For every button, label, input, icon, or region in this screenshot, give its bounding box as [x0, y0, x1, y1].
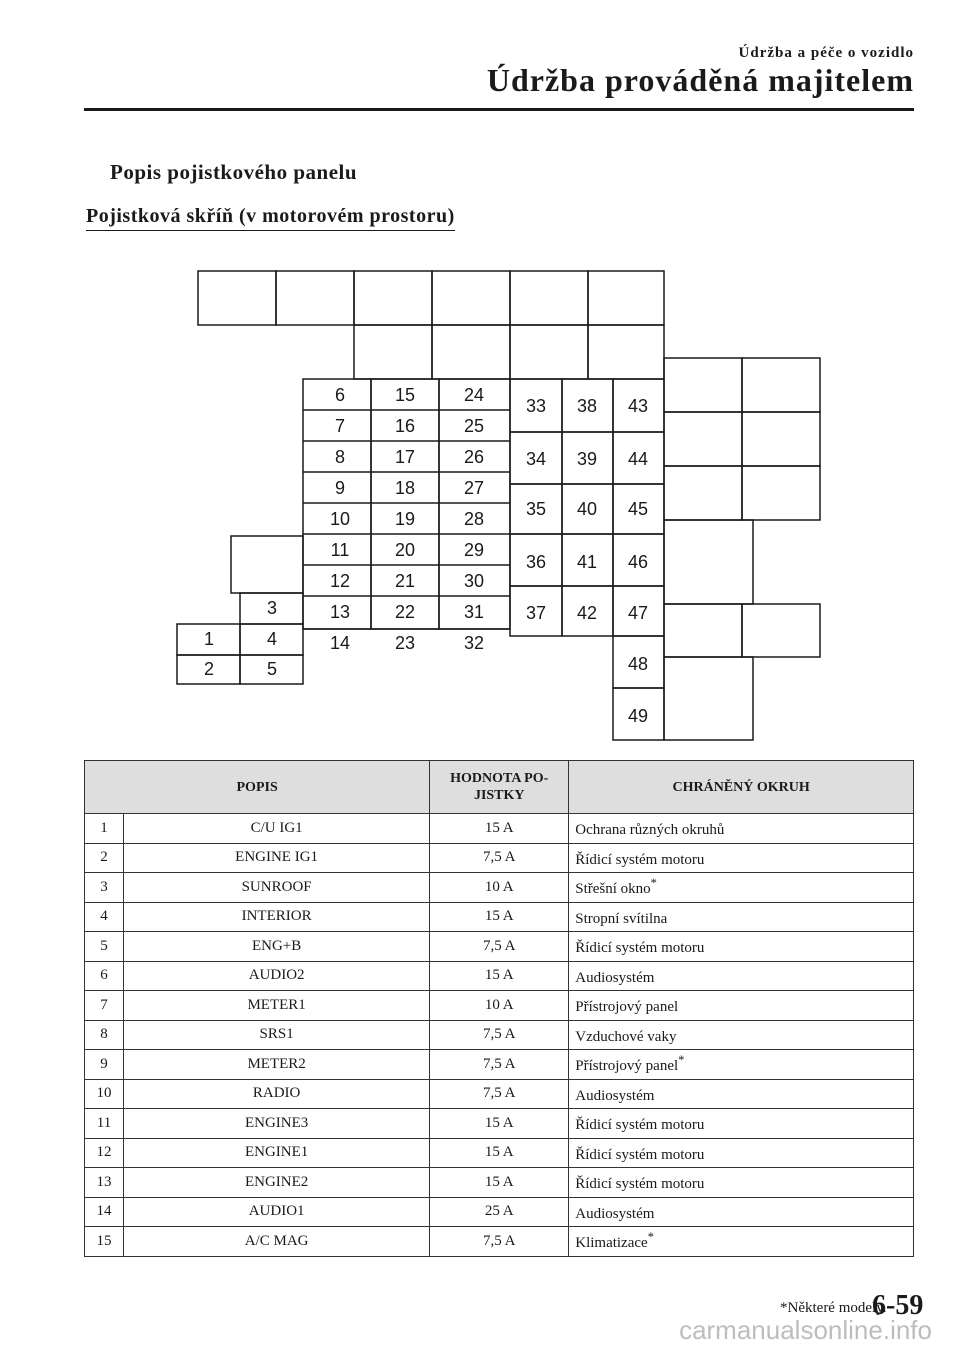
fuse-value: 7,5 A — [430, 1050, 569, 1080]
footnote-marker: * — [647, 1230, 654, 1245]
table-row — [85, 1020, 914, 1050]
table-row — [85, 873, 914, 903]
circuit-text: Řídicí systém motoru — [575, 1176, 705, 1193]
fuse-slot-label: 36 — [525, 552, 547, 572]
fuse-slot-label: 46 — [627, 552, 649, 572]
fuse-slot-label: 18 — [394, 478, 416, 498]
circuit-text: Stropní svítilna — [575, 910, 668, 927]
page-number: 6-59 — [872, 1290, 924, 1321]
protected-circuit — [569, 873, 914, 903]
fuse-slot-label: 49 — [627, 706, 649, 726]
fuse-slot-label: 8 — [334, 447, 346, 467]
circuit-text: Řídicí systém motoru — [575, 1117, 705, 1134]
fuse-value: 15 A — [430, 1109, 569, 1139]
footnote-marker: * — [650, 876, 657, 891]
fuse-slot-label: 29 — [463, 540, 485, 560]
fuse-value: 10 A — [430, 873, 569, 903]
fuse-number: 11 — [85, 1109, 124, 1139]
protected-circuit — [569, 1227, 914, 1257]
fuse-number: 8 — [85, 1020, 124, 1050]
fuse-slot-label: 30 — [463, 571, 485, 591]
fuse-name: AUDIO2 — [124, 961, 430, 991]
header-description: POPIS — [85, 761, 430, 814]
fuse-value: 7,5 A — [430, 932, 569, 962]
fuse-slot-label: 14 — [329, 633, 351, 653]
circuit-text: Řídicí systém motoru — [575, 1146, 705, 1163]
table-header-row — [85, 761, 914, 814]
fuse-slot-label: 35 — [525, 499, 547, 519]
table-row — [85, 932, 914, 962]
fuse-number: 6 — [85, 961, 124, 991]
protected-circuit — [569, 961, 914, 991]
fuse-slot-label: 10 — [329, 509, 351, 529]
fuse-slot-label: 42 — [576, 603, 598, 623]
fuse-name: SUNROOF — [124, 873, 430, 903]
fuse-slot-label: 47 — [627, 603, 649, 623]
protected-circuit — [569, 814, 914, 844]
protected-circuit — [569, 902, 914, 932]
protected-circuit — [569, 1050, 914, 1080]
fuse-name: A/C MAG — [124, 1227, 430, 1257]
header-fuse-value: HODNOTA PO- JISTKY — [430, 761, 569, 814]
fuse-slot-label: 26 — [463, 447, 485, 467]
fuse-slot-label: 3 — [266, 598, 278, 618]
fuse-name: ENGINE2 — [124, 1168, 430, 1198]
fuse-value: 7,5 A — [430, 1079, 569, 1109]
fuse-slot-label: 48 — [627, 654, 649, 674]
fuse-value: 15 A — [430, 902, 569, 932]
fuse-name: INTERIOR — [124, 902, 430, 932]
fuse-slot-label: 9 — [334, 478, 346, 498]
circuit-text: Přístrojový panel — [575, 999, 679, 1016]
fuse-slot-label: 31 — [463, 602, 485, 622]
fuse-slot-label: 43 — [627, 396, 649, 416]
footnote-marker: * — [678, 1053, 685, 1068]
protected-circuit — [569, 1138, 914, 1168]
fuse-slot-label: 5 — [266, 659, 278, 679]
fuse-value: 15 A — [430, 1168, 569, 1198]
fuse-slot-label: 17 — [394, 447, 416, 467]
table-row — [85, 961, 914, 991]
fuse-slot-label: 20 — [394, 540, 416, 560]
fuse-number: 2 — [85, 843, 124, 873]
fuse-value: 10 A — [430, 991, 569, 1021]
fuse-slot-label: 28 — [463, 509, 485, 529]
fuse-slot-label: 39 — [576, 449, 598, 469]
fuse-slot-label: 1 — [203, 629, 215, 649]
fuse-slot-label: 33 — [525, 396, 547, 416]
fuse-slot-label: 24 — [463, 385, 485, 405]
fuse-value: 15 A — [430, 961, 569, 991]
fuse-slot-label: 11 — [330, 540, 350, 560]
fuse-number: 13 — [85, 1168, 124, 1198]
circuit-text: Vzduchové vaky — [575, 1028, 677, 1045]
fuse-slot-label: 27 — [463, 478, 485, 498]
fuse-name: ENGINE IG1 — [124, 843, 430, 873]
fuse-slot-label: 38 — [576, 396, 598, 416]
fuse-number: 9 — [85, 1050, 124, 1080]
fuse-slot-label: 2 — [203, 659, 215, 679]
protected-circuit — [569, 1020, 914, 1050]
fuse-number: 4 — [85, 902, 124, 932]
table-row — [85, 902, 914, 932]
header-protected-circuit: CHRÁNĚNÝ OKRUH — [569, 761, 914, 814]
table-row — [85, 1227, 914, 1257]
chapter-title: Údržba prováděná majitelem — [486, 62, 914, 98]
protected-circuit — [569, 1079, 914, 1109]
fuse-value: 25 A — [430, 1197, 569, 1227]
fuse-number: 15 — [85, 1227, 124, 1257]
fuse-number-labels — [204, 385, 648, 726]
circuit-text: Řídicí systém motoru — [575, 940, 705, 957]
fuse-name: ENGINE1 — [124, 1138, 430, 1168]
fuse-table — [84, 760, 914, 1257]
fuse-slot-label: 4 — [266, 629, 278, 649]
subsection-title: Pojistková skříň (v motorovém prostoru) — [86, 205, 455, 231]
fuse-name: ENGINE3 — [124, 1109, 430, 1139]
watermark: carmanualsonline.info — [679, 1315, 932, 1345]
circuit-text: Audiosystém — [575, 1087, 655, 1104]
table-row — [85, 1079, 914, 1109]
table-row — [85, 1109, 914, 1139]
fuse-slot-label: 23 — [394, 633, 416, 653]
table-row — [85, 843, 914, 873]
fuse-slot-label: 12 — [329, 571, 351, 591]
table-row — [85, 991, 914, 1021]
fuse-value: 7,5 A — [430, 1227, 569, 1257]
chapter-subtitle: Údržba a péče o vozidlo — [738, 45, 914, 61]
fuse-slot-label: 41 — [576, 552, 598, 572]
fuse-table-body — [85, 814, 914, 1257]
fuse-slot-label: 44 — [627, 449, 649, 469]
circuit-text: Přístrojový panel — [575, 1058, 679, 1075]
fuse-slot-label: 15 — [394, 385, 416, 405]
fuse-slot-label: 22 — [394, 602, 416, 622]
fuse-name: C/U IG1 — [124, 814, 430, 844]
protected-circuit — [569, 1109, 914, 1139]
protected-circuit — [569, 1197, 914, 1227]
fuse-name: METER1 — [124, 991, 430, 1021]
fuse-value: 15 A — [430, 1138, 569, 1168]
fuse-number: 3 — [85, 873, 124, 903]
circuit-text: Klimatizace — [575, 1235, 648, 1252]
fuse-name: RADIO — [124, 1079, 430, 1109]
fuse-number: 14 — [85, 1197, 124, 1227]
fuse-name: METER2 — [124, 1050, 430, 1080]
protected-circuit — [569, 991, 914, 1021]
fuse-value: 7,5 A — [430, 843, 569, 873]
section-title: Popis pojistkového panelu — [110, 160, 358, 184]
fuse-slot-label: 7 — [334, 416, 346, 436]
fuse-number: 1 — [85, 814, 124, 844]
fuse-slot-label: 13 — [329, 602, 351, 622]
fuse-slot-label: 32 — [463, 633, 485, 653]
fuse-value: 7,5 A — [430, 1020, 569, 1050]
fuse-slot-label: 34 — [525, 449, 547, 469]
circuit-text: Audiosystém — [575, 969, 655, 986]
table-row — [85, 814, 914, 844]
protected-circuit — [569, 932, 914, 962]
fuse-slot-label: 40 — [576, 499, 598, 519]
circuit-text: Střešní okno — [575, 881, 651, 898]
fuse-number: 5 — [85, 932, 124, 962]
table-row — [85, 1138, 914, 1168]
fuse-name: ENG+B — [124, 932, 430, 962]
fuse-slot-label: 37 — [525, 603, 547, 623]
fuse-slot-label: 16 — [394, 416, 416, 436]
fuse-name: SRS1 — [124, 1020, 430, 1050]
circuit-text: Řídicí systém motoru — [575, 851, 705, 868]
protected-circuit — [569, 843, 914, 873]
footnote: *Některé modely. — [780, 1300, 887, 1316]
fuse-slot-label: 6 — [334, 385, 346, 405]
fuse-name: AUDIO1 — [124, 1197, 430, 1227]
table-row — [85, 1197, 914, 1227]
circuit-text: Audiosystém — [575, 1205, 655, 1222]
fuse-slot-label: 45 — [627, 499, 649, 519]
fuse-number: 12 — [85, 1138, 124, 1168]
table-row — [85, 1050, 914, 1080]
fuse-slot-label: 21 — [394, 571, 416, 591]
circuit-text: Ochrana různých okruhů — [575, 822, 725, 839]
protected-circuit — [569, 1168, 914, 1198]
fuse-slot-label: 25 — [463, 416, 485, 436]
table-row — [85, 1168, 914, 1198]
fuse-value: 15 A — [430, 814, 569, 844]
fuse-slot-label: 19 — [394, 509, 416, 529]
fuse-number: 7 — [85, 991, 124, 1021]
fuse-number: 10 — [85, 1079, 124, 1109]
